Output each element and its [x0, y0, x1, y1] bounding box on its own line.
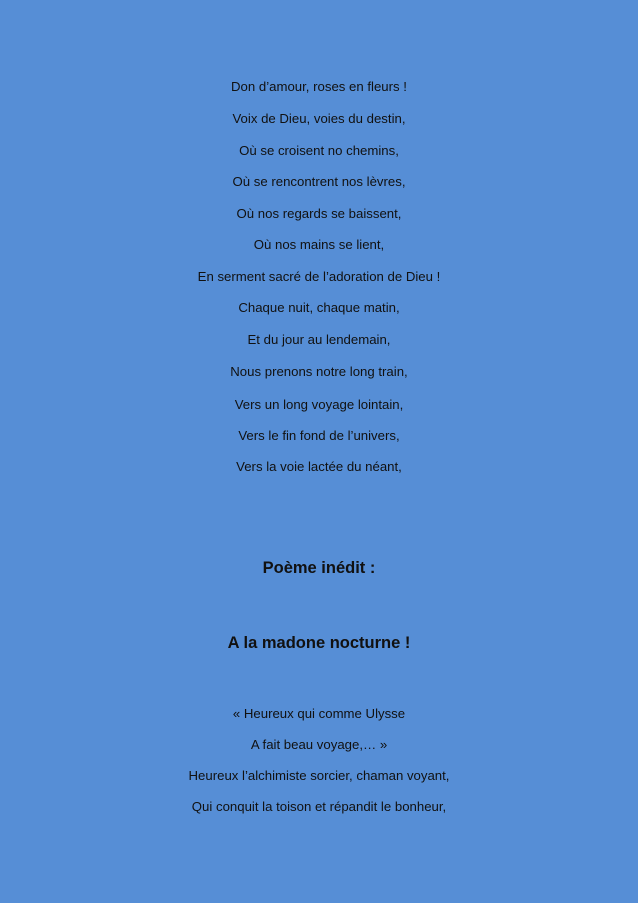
- section-heading: Poème inédit :: [262, 559, 376, 577]
- poem-line: En serment sacré de l’adoration de Dieu !: [197, 269, 441, 284]
- poem-line: Où se rencontrent nos lèvres,: [232, 174, 406, 189]
- poem-line: Don d’amour, roses en fleurs !: [231, 79, 407, 94]
- poem-title: A la madone nocturne !: [227, 634, 411, 652]
- poem-line: Voix de Dieu, voies du destin,: [232, 111, 406, 126]
- poem-line: Qui conquit la toison et répandit le bonheur,: [191, 799, 447, 814]
- poem-line: Et du jour au lendemain,: [247, 332, 391, 347]
- poem-line: Vers le fin fond de l’univers,: [238, 428, 400, 443]
- poem-line: « Heureux qui comme Ulysse: [232, 706, 406, 721]
- poem-line: A fait beau voyage,… »: [250, 737, 388, 752]
- poem-line: Vers un long voyage lointain,: [234, 397, 404, 412]
- poem-line: Où nos mains se lient,: [253, 237, 385, 252]
- poem-line: Nous prenons notre long train,: [230, 364, 408, 379]
- poem-line: Vers la voie lactée du néant,: [236, 459, 402, 474]
- poem-line: Où nos regards se baissent,: [236, 206, 402, 221]
- poem-line: Où se croisent no chemins,: [239, 143, 399, 158]
- poem-line: Heureux l’alchimiste sorcier, chaman voyant,: [188, 768, 450, 783]
- poem-line: Chaque nuit, chaque matin,: [238, 300, 400, 315]
